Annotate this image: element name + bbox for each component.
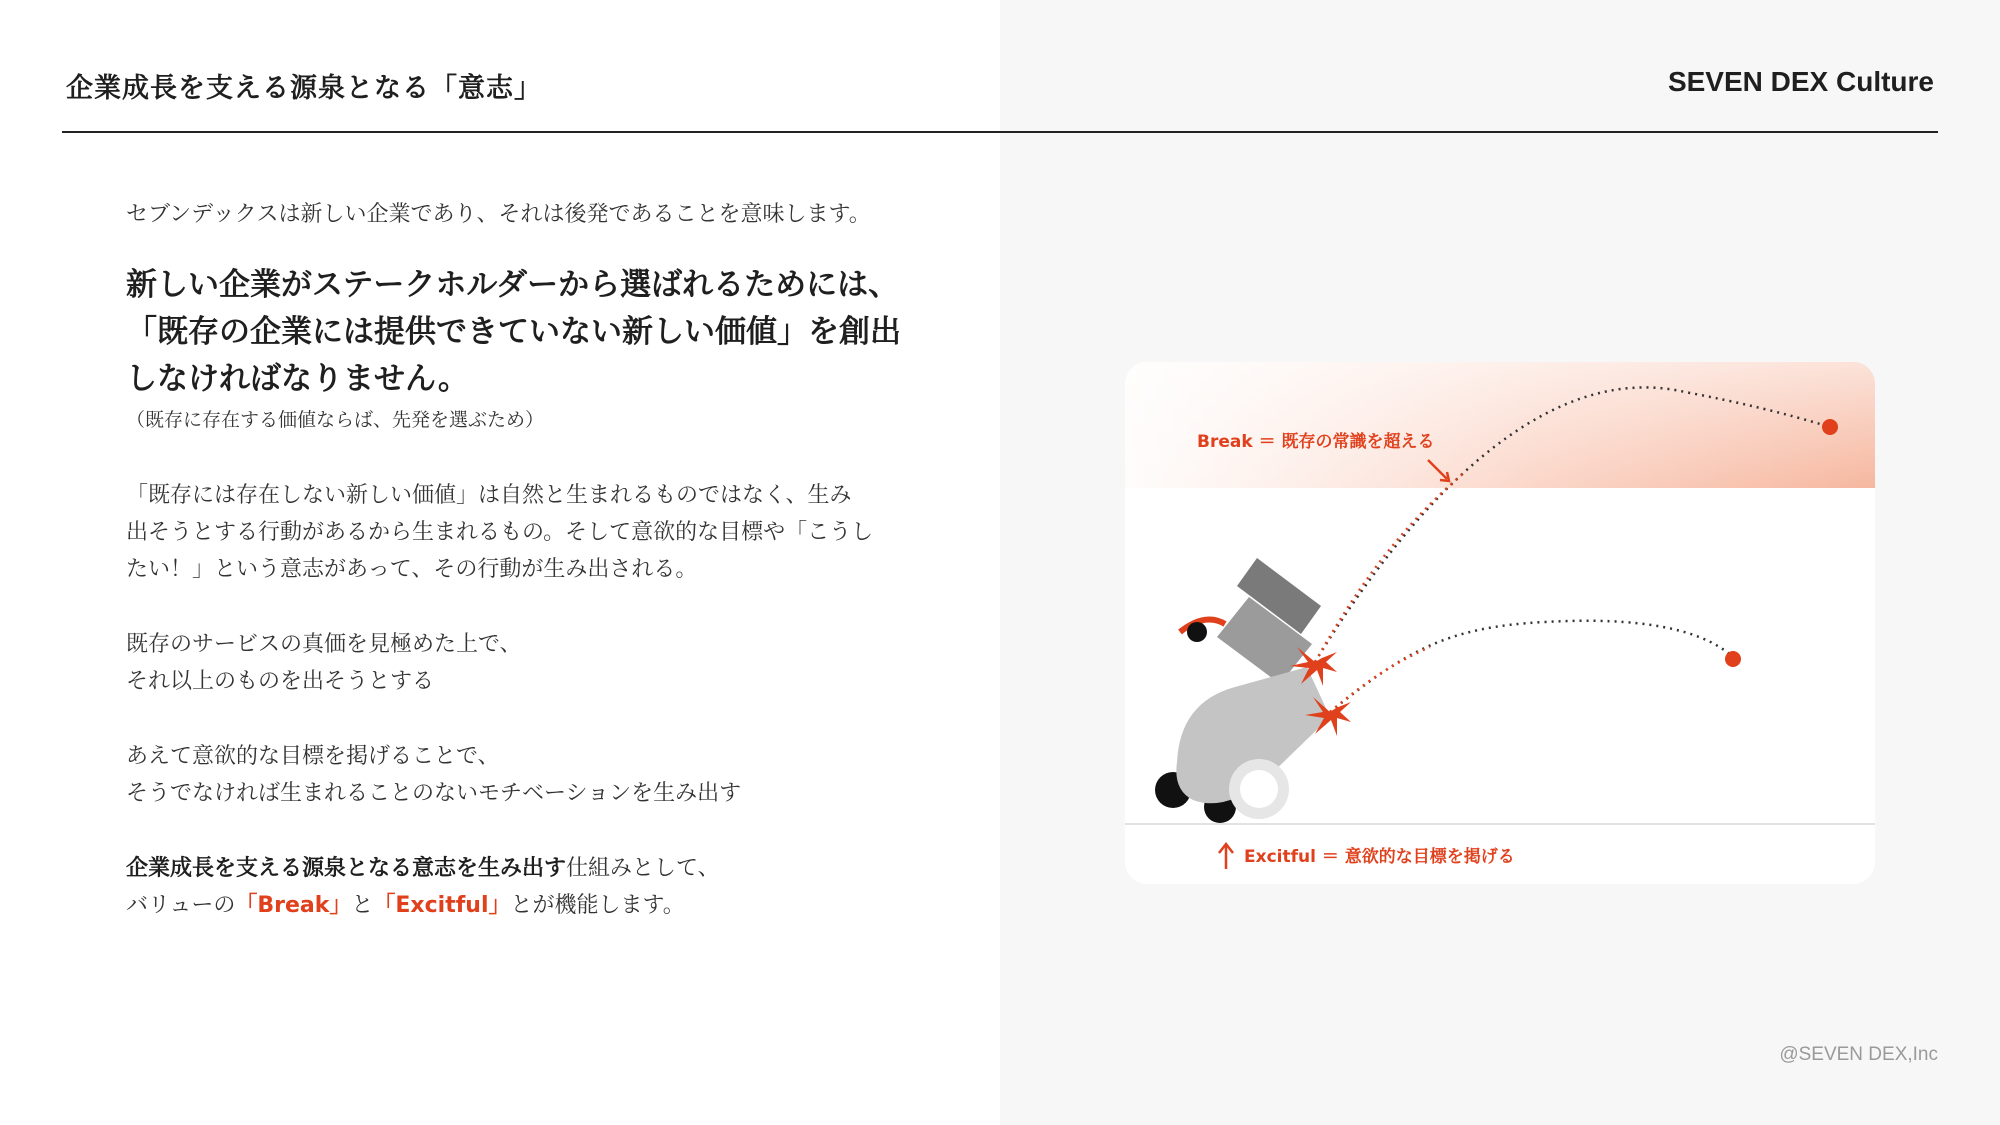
paragraph-value-creation <box>126 477 966 588</box>
main-content <box>126 196 966 924</box>
brand-name: SEVEN DEX Culture <box>1667 66 1934 97</box>
headline-line: しなければなりません。 <box>126 361 469 397</box>
break-zone-fade <box>1125 362 1875 488</box>
excitful-label <box>1219 844 1515 869</box>
cannon-illustration <box>1125 362 1875 884</box>
paragraph-line: 出そうとする行動があるから生まれるもの。そして意欲的な目標や「こうし <box>126 520 874 545</box>
break-label-text: Break ＝ 既存の常識を超える <box>1197 432 1435 452</box>
excitful-label-text: Excitful ＝ 意欲的な目標を掲げる <box>1244 847 1515 867</box>
break-target-dot <box>1822 419 1838 435</box>
illustration-svg <box>1125 362 1875 884</box>
closing-prefix: バリューの <box>126 893 236 918</box>
cannon-wheel-hub <box>1240 770 1278 808</box>
paragraph-break <box>126 626 966 700</box>
intro-text: セブンデックスは新しい企業であり、それは後発であることを意味します。 <box>126 202 871 227</box>
paragraph-line: 既存のサービスの真価を見極めた上で、 <box>126 632 522 657</box>
break-label <box>1197 431 1435 452</box>
paragraph-excitful <box>126 738 966 812</box>
closing-suffix: とが機能します。 <box>510 893 685 918</box>
headline-line: 新しい企業がステークホルダーから選ばれるためには、 <box>126 267 900 303</box>
break-trajectory-lower <box>1315 472 1465 662</box>
paragraph-line: たい！」という意志があって、その行動が生み出される。 <box>126 557 698 582</box>
paragraph-line: それ以上のものを出そうとする <box>126 669 435 694</box>
paragraph-closing <box>126 850 966 924</box>
closing-bold: 企業成長を支える源泉となる意志を生み出す <box>126 856 567 881</box>
closing-joiner: と <box>351 893 374 918</box>
cannon-knob <box>1187 622 1207 642</box>
cannon <box>1155 558 1330 823</box>
headline-line: 「既存の企業には提供できていない新しい価値」を創出 <box>126 314 901 350</box>
header-divider <box>62 131 1938 133</box>
paragraph-line: そうでなければ生まれることのないモチベーションを生み出す <box>126 781 742 806</box>
excitful-trajectory-upper <box>1330 621 1733 712</box>
excitful-trajectory-lower <box>1330 647 1430 712</box>
closing-rest: 仕組みとして、 <box>566 856 720 881</box>
break-value: 「Break」 <box>235 893 352 918</box>
headline-note: （既存に存在する価値ならば、先発を選ぶため） <box>126 409 545 431</box>
closing-line-2 <box>126 887 966 924</box>
excitful-target-dot <box>1725 651 1741 667</box>
page-title: 企業成長を支える源泉となる「意志」 <box>66 73 542 104</box>
excitful-value: 「Excitful」 <box>373 893 511 918</box>
paragraph-line: 「既存には存在しない新しい価値」は自然と生まれるものではなく、生み <box>126 483 852 508</box>
closing-line-1 <box>126 850 966 887</box>
copyright: @SEVEN DEX,Inc <box>1779 1044 1938 1065</box>
headline <box>126 262 966 403</box>
paragraph-line: あえて意欲的な目標を掲げることで、 <box>126 744 500 769</box>
